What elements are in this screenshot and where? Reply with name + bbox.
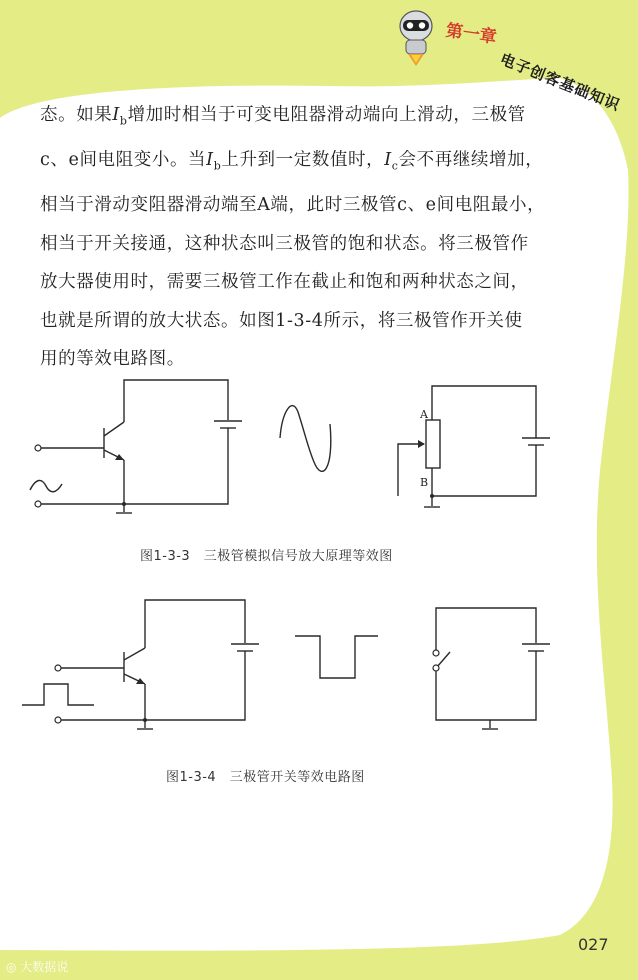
text-line-1 [40, 96, 564, 141]
symbol-ib: I [112, 105, 120, 125]
label-b: B [420, 476, 429, 489]
text-line-6: 也就是所谓的放大状态。如图1-3-4所示，将三极管作开关使 [40, 310, 523, 331]
text-line-2 [40, 141, 564, 186]
figure-1-3-4-diagram [0, 592, 638, 740]
text-segment: 增加时相当于可变电阻器滑动端向上滑动，三极管 [127, 105, 526, 125]
text-line-7: 用的等效电路图。 [40, 349, 185, 369]
text-segment: 会不再继续增加， [398, 150, 544, 170]
body-paragraph [40, 96, 564, 379]
figure-1-3-4-caption: 图1-3-4 三极管开关等效电路图 [166, 770, 365, 785]
text-segment: c、e间电阻变小。当 [40, 150, 207, 170]
text-line-5: 放大器使用时，需要三极管工作在截止和饱和两种状态之间， [40, 272, 529, 292]
watermark [6, 958, 68, 975]
text-segment: 上升到一定数值时， [221, 150, 385, 170]
symbol-ic: I [384, 150, 392, 170]
text-line-4: 相当于开关接通，这种状态叫三极管的饱和状态。将三极管作 [40, 233, 529, 254]
subscript-b: b [119, 114, 128, 128]
page-number: 027 [578, 935, 609, 954]
watermark-text: 大数据说 [20, 960, 69, 974]
text-line-3: 相当于滑动变阻器滑动端至A端，此时三极管c、e间电阻最小， [40, 195, 546, 215]
chapter-title: 第一章 [444, 20, 498, 48]
figure-1-3-3-diagram [0, 370, 638, 530]
symbol-ib: I [206, 150, 214, 170]
text-segment: 态。如果 [40, 105, 113, 125]
label-a: A [420, 408, 428, 421]
watermark-logo-icon: ◎ [6, 960, 21, 974]
robot-mascot-icon [392, 6, 442, 68]
chapter-subtitle: 电子创客基础知识 [497, 49, 623, 115]
subscript-c: c [391, 159, 399, 173]
figure-1-3-3-caption: 图1-3-3 三极管模拟信号放大原理等效图 [140, 549, 393, 564]
subscript-b: b [213, 159, 222, 173]
